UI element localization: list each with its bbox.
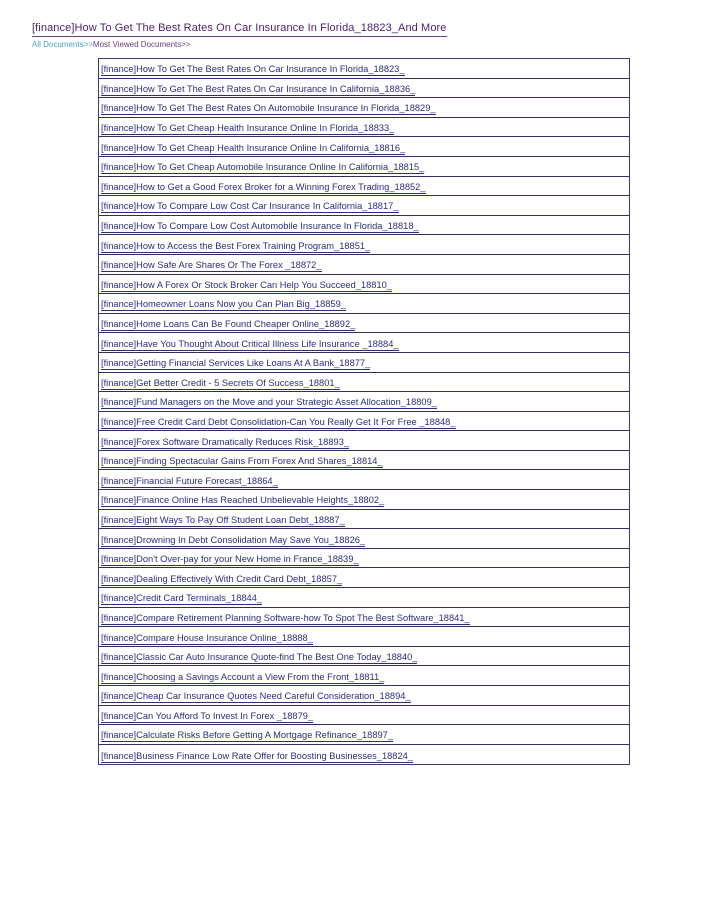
document-row (99, 666, 629, 686)
document-link[interactable]: [finance]Can You Afford To Invest In Forex _18879_ (101, 710, 314, 721)
document-link[interactable]: [finance]Have You Thought About Critical Illness Life Insurance _18884_ (101, 338, 399, 349)
document-row (99, 470, 629, 490)
breadcrumb-all-documents-link[interactable]: All Documents (32, 40, 84, 49)
document-row (99, 353, 629, 373)
document-row (99, 490, 629, 510)
document-link[interactable]: [finance]Credit Card Terminals_18844_ (101, 593, 263, 604)
document-row (99, 177, 629, 197)
document-link[interactable]: [finance]Calculate Risks Before Getting A Mortgage Refinance_18897_ (101, 730, 393, 741)
document-row (99, 333, 629, 353)
document-row (99, 235, 629, 255)
document-link[interactable]: [finance]Don't Over-pay for your New Home in France_18839_ (101, 554, 359, 565)
document-link[interactable]: [finance]How To Get The Best Rates On Automobile Insurance In Florida_18829_ (101, 103, 436, 114)
document-row (99, 392, 629, 412)
document-row (99, 157, 629, 177)
document-row (99, 314, 629, 334)
document-link[interactable]: [finance]Forex Software Dramatically Reduces Risk_18893_ (101, 436, 350, 447)
document-row (99, 549, 629, 569)
document-link[interactable]: [finance]Business Finance Low Rate Offer for Boosting Businesses_18824_ (101, 750, 413, 761)
document-row (99, 98, 629, 118)
document-link[interactable]: [finance]Choosing a Savings Account a View From the Front_18811_ (101, 671, 385, 682)
document-link[interactable]: [finance]Eight Ways To Pay Off Student Loan Debt_18887_ (101, 514, 345, 525)
document-row (99, 725, 629, 745)
document-link[interactable]: [finance]Free Credit Card Debt Consolidation-Can You Really Get It For Free _18848_ (101, 416, 456, 427)
document-link[interactable]: [finance]How Safe Are Shares Or The Forex _18872_ (101, 260, 322, 271)
document-link[interactable]: [finance]Financial Future Forecast_18864_ (101, 475, 278, 486)
document-link[interactable]: [finance]Fund Managers on the Move and your Strategic Asset Allocation_18809_ (101, 397, 437, 408)
document-link[interactable]: [finance]How A Forex Or Stock Broker Can Help You Succeed_18810_ (101, 279, 392, 290)
document-row (99, 373, 629, 393)
document-row (99, 412, 629, 432)
breadcrumb-separator: >> (83, 40, 93, 49)
document-link[interactable]: [finance]Compare Retirement Planning Software-how To Spot The Best Software_18841_ (101, 612, 470, 623)
document-link[interactable]: [finance]Cheap Car Insurance Quotes Need Careful Consideration_18894_ (101, 691, 411, 702)
document-row (99, 627, 629, 647)
document-row (99, 510, 629, 530)
document-link[interactable]: [finance]Getting Financial Services Like Loans At A Bank_18877_ (101, 358, 371, 369)
document-row (99, 529, 629, 549)
document-row (99, 647, 629, 667)
document-row (99, 588, 629, 608)
document-row (99, 431, 629, 451)
document-row (99, 568, 629, 588)
document-row (99, 686, 629, 706)
document-link[interactable]: [finance]Get Better Credit - 5 Secrets Of Success_18801_ (101, 377, 340, 388)
document-link[interactable]: [finance]Classic Car Auto Insurance Quote-find The Best One Today_18840_ (101, 652, 418, 663)
document-row (99, 59, 629, 79)
document-link[interactable]: [finance]How To Compare Low Cost Automobile Insurance In Florida_18818_ (101, 221, 419, 232)
document-link[interactable]: [finance]How To Compare Low Cost Car Insurance In California_18817_ (101, 201, 399, 212)
document-row (99, 294, 629, 314)
document-row (99, 137, 629, 157)
document-link[interactable]: [finance]Homeowner Loans Now you Can Plan Big_18859_ (101, 299, 346, 310)
document-row (99, 196, 629, 216)
document-link[interactable]: [finance]Dealing Effectively With Credit Card Debt_18857_ (101, 573, 343, 584)
document-link[interactable]: [finance]Home Loans Can Be Found Cheaper Online_18892_ (101, 319, 356, 330)
document-row (99, 216, 629, 236)
document-link[interactable]: [finance]How To Get Cheap Health Insurance Online In California_18816_ (101, 142, 406, 153)
document-link[interactable]: [finance]Drowning In Debt Consolidation May Save You_18826_ (101, 534, 366, 545)
document-row (99, 275, 629, 295)
document-row (99, 451, 629, 471)
breadcrumb-most-viewed-link[interactable]: Most Viewed Documents>> (92, 40, 191, 49)
document-row (99, 745, 629, 765)
document-row (99, 255, 629, 275)
document-link[interactable]: [finance]How To Get The Best Rates On Car Insurance In Florida_18823_ (101, 64, 405, 75)
breadcrumb (32, 40, 191, 49)
document-link[interactable]: [finance]Finance Online Has Reached Unbelievable Heights_18802_ (101, 495, 385, 506)
document-row (99, 118, 629, 138)
document-row (99, 79, 629, 99)
document-link[interactable]: [finance]How To Get The Best Rates On Car Insurance In California_18836_ (101, 83, 416, 94)
document-link[interactable]: [finance]How To Get Cheap Automobile Insurance Online In California_18815_ (101, 162, 425, 173)
document-row (99, 608, 629, 628)
page-title: [finance]How To Get The Best Rates On Car Insurance In Florida_18823_And More (32, 22, 447, 37)
document-link[interactable]: [finance]How To Get Cheap Health Insurance Online In Florida_18833_ (101, 123, 395, 134)
document-link[interactable]: [finance]How to Access the Best Forex Training Program_18851_ (101, 240, 371, 251)
document-link[interactable]: [finance]Finding Spectacular Gains From Forex And Shares_18814_ (101, 456, 383, 467)
document-link[interactable]: [finance]How to Get a Good Forex Broker for a Winning Forex Trading_18852_ (101, 181, 426, 192)
document-row (99, 706, 629, 726)
document-list (98, 58, 630, 765)
document-link[interactable]: [finance]Compare House Insurance Online_18888_ (101, 632, 313, 643)
